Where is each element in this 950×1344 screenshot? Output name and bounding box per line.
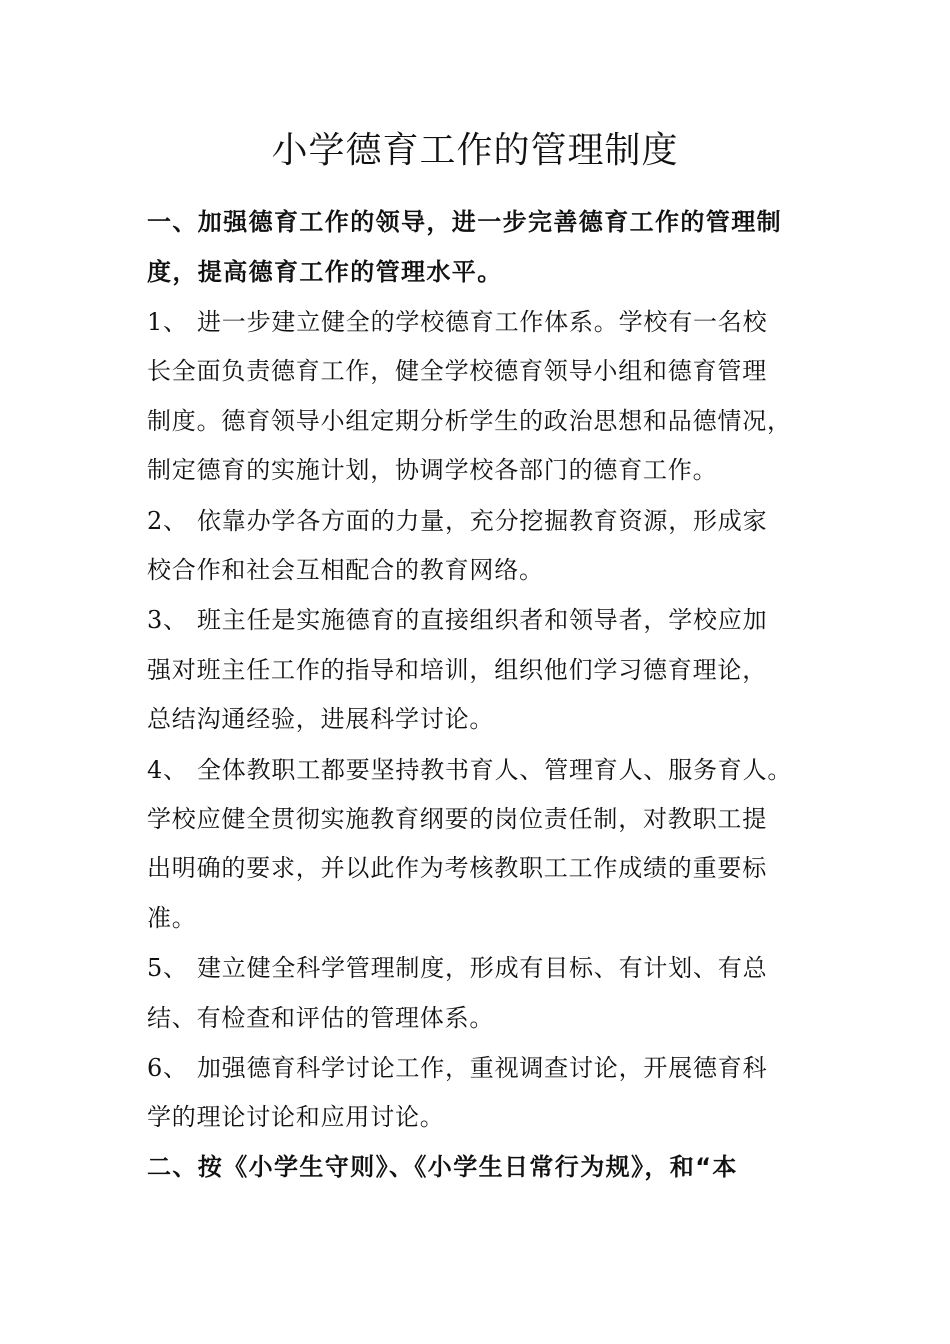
item-1-line-4: 制定德育的实施计划，协调学校各部门的德育工作。 <box>147 456 718 484</box>
item-6-line-2: 学的理论讨论和应用讨论。 <box>147 1103 445 1131</box>
item-1-line-2: 长全面负责德育工作，健全学校德育领导小组和德育管理 <box>147 357 767 385</box>
item-5-number: 5、 <box>147 954 188 982</box>
item-6-number: 6、 <box>147 1054 188 1082</box>
item-2-number: 2、 <box>147 507 188 535</box>
item-4-text: 全体教职工都要坚持教书育人、管理育人、服务育人。 <box>197 756 793 784</box>
item-1-line-1 <box>147 305 767 339</box>
item-4-line-3: 出明确的要求，并以此作为考核教职工工作成绩的重要标 <box>147 854 767 882</box>
item-3-line-1 <box>147 603 767 637</box>
item-1-number: 1、 <box>147 308 188 336</box>
section-heading-2-line-1: 二、按《小学生守则》、《小学生日常行为规》，和“本 <box>147 1153 738 1181</box>
section-heading-1-line-2: 度，提高德育工作的管理水平。 <box>147 258 503 286</box>
item-3-line-3: 总结沟通经验，进展科学讨论。 <box>147 705 495 733</box>
item-4-line-4: 准。 <box>147 904 197 932</box>
item-1-text: 进一步建立健全的学校德育工作体系。学校有一名校 <box>197 308 768 336</box>
item-3-number: 3、 <box>147 606 188 634</box>
item-2-line-1 <box>147 504 767 538</box>
section-heading-1-line-1: 一、加强德育工作的领导，进一步完善德育工作的管理制 <box>147 208 782 236</box>
item-3-line-2: 强对班主任工作的指导和培训，组织他们学习德育理论， <box>147 656 767 684</box>
item-1-line-3: 制度。德育领导小组定期分析学生的政治思想和品德情况， <box>147 407 792 435</box>
item-5-line-1 <box>147 951 767 985</box>
item-4-line-2: 学校应健全贯彻实施教育纲要的岗位责任制，对教职工提 <box>147 805 767 833</box>
item-2-line-2: 校合作和社会互相配合的教育网络。 <box>147 556 544 584</box>
item-5-text: 建立健全科学管理制度，形成有目标、有计划、有总 <box>197 954 768 982</box>
item-6-line-1 <box>147 1051 767 1085</box>
item-4-line-1 <box>147 753 792 787</box>
item-4-number: 4、 <box>147 756 188 784</box>
item-2-text: 依靠办学各方面的力量，充分挖掘教育资源，形成家 <box>197 507 768 535</box>
item-5-line-2: 结、有检查和评估的管理体系。 <box>147 1004 495 1032</box>
item-3-text: 班主任是实施德育的直接组织者和领导者，学校应加 <box>197 606 768 634</box>
item-6-text: 加强德育科学讨论工作，重视调查讨论，开展德育科 <box>197 1054 768 1082</box>
document-title: 小学德育工作的管理制度 <box>271 130 679 171</box>
